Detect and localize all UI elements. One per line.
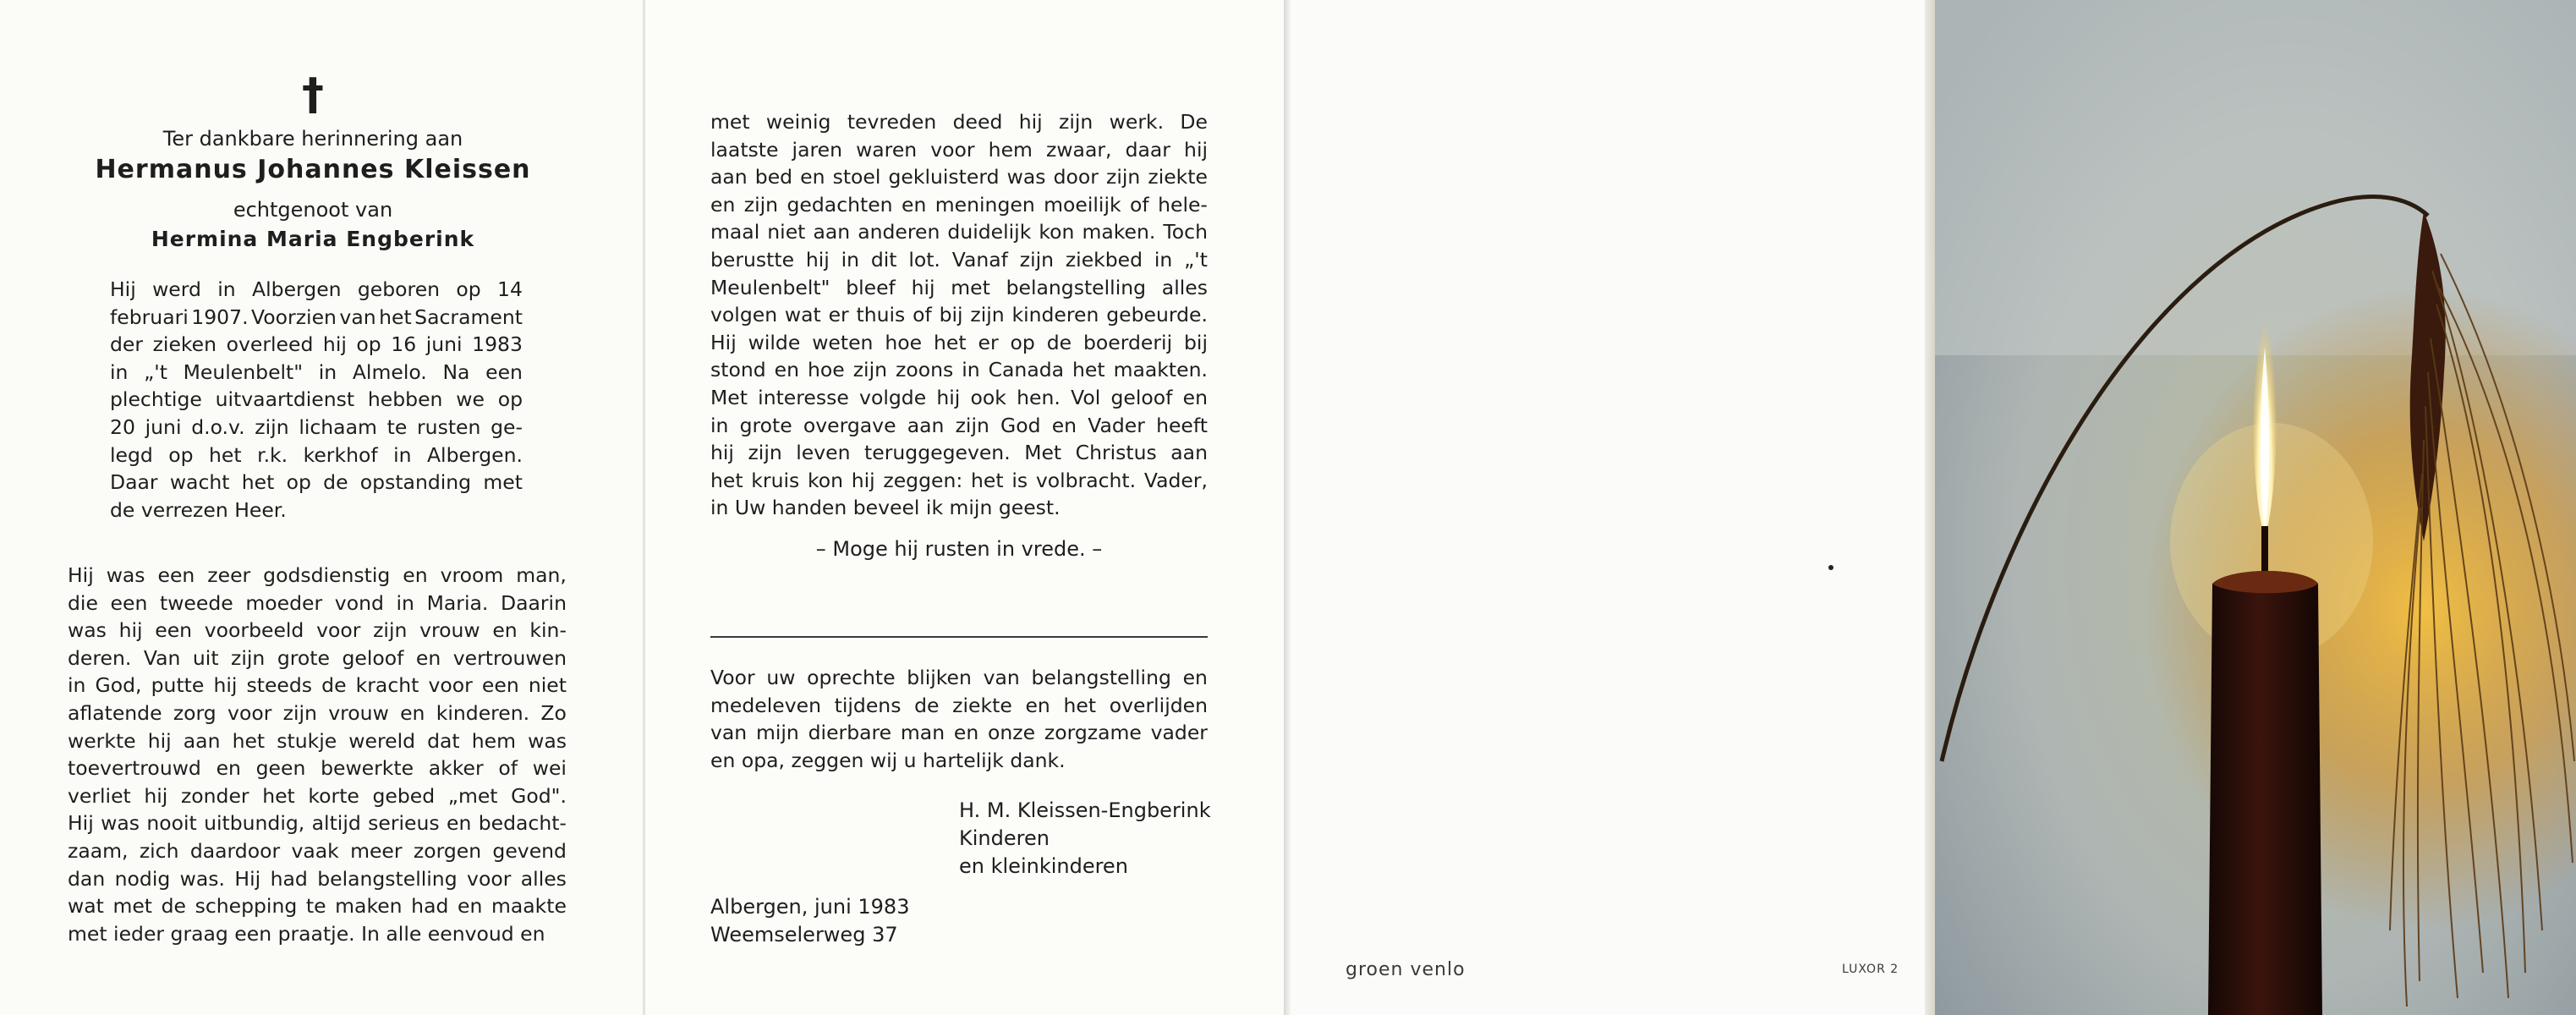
divider-line	[710, 636, 1208, 638]
text-line: Voor uw oprechte blijken van belangstelling en	[710, 666, 1208, 689]
text-line: met ieder graag een praatje. In alle eenvoud en	[68, 921, 545, 946]
printer-credit: groen venlo	[1346, 959, 1466, 980]
text-line: het kruis kon hij zeggen: het is volbracht. Vader,	[710, 468, 1208, 492]
text-line: Daar wacht het op de opstanding met	[110, 470, 523, 495]
continued-paragraph	[710, 108, 1208, 522]
photo-panel	[1933, 0, 2576, 1015]
text-line: die een tweede moeder vond in Maria. Daarin	[68, 590, 567, 615]
candle-photo	[1933, 0, 2576, 1015]
text-line: de verrezen Heer.	[110, 497, 287, 522]
signature-block	[959, 797, 1211, 881]
text-line: in „'t Meulenbelt" in Almelo. Na een	[110, 359, 523, 384]
text-line: werkte hij aan het stukje wereld dat hem was	[68, 728, 567, 753]
text-line: der zieken overleed hij op 16 juni 1983	[110, 332, 523, 357]
text-line: en zijn gedachten en meningen moeilijk of hele-	[710, 192, 1208, 217]
text-line: dan nodig was. Hij had belangstelling voor alles	[68, 866, 567, 891]
fold-line	[1284, 0, 1291, 1015]
text-line: Hij was een zeer godsdienstig en vroom man,	[68, 563, 567, 587]
rest-in-peace-line: – Moge hij rusten in vrede. –	[815, 537, 1103, 561]
text-line: verliet hij zonder het korte gebed „met God".	[68, 783, 567, 808]
model-code: LUXOR 2	[1842, 963, 1899, 976]
text-line: volgen wat er thuis of bij zijn kinderen gebeurde.	[710, 303, 1208, 327]
place-date-block	[710, 893, 909, 949]
text-line: maal niet aan anderen duidelijk kon maken. Toch	[710, 220, 1208, 244]
card-panel-blank	[1289, 0, 1933, 1015]
text-line: met weinig tevreden deed hij zijn werk. De	[710, 110, 1208, 134]
spouse-label: echtgenoot van	[233, 198, 393, 222]
text-line: berustte hij in dit lot. Vanaf zijn ziekbed in „'t	[710, 247, 1208, 272]
text-line: zaam, zich daardoor vaak meer zorgen gevend	[68, 838, 567, 863]
text-line: Meulenbelt" bleef hij met belangstelling alles	[710, 275, 1208, 299]
text-line: in Uw handen beveel ik mijn geest.	[710, 496, 1061, 520]
fold-line	[643, 0, 645, 1015]
candle-body	[2208, 571, 2322, 1015]
cross-icon: †	[302, 69, 324, 120]
text-line: 20 juni d.o.v. zijn lichaam te rusten ge-	[110, 414, 523, 439]
signature-line: Kinderen	[959, 826, 1050, 850]
signature-line: H. M. Kleissen-Engberink	[959, 798, 1211, 822]
text-line: hij zijn leven teruggegeven. Met Christus aan	[710, 441, 1208, 465]
text-line: laatste jaren waren voor hem zwaar, daar hij	[710, 137, 1208, 162]
paper-speck	[1828, 565, 1833, 570]
spouse-name: Hermina Maria Engberink	[151, 227, 475, 251]
text-line: Hij was nooit uitbundig, altijd serieus en bedacht-	[68, 811, 567, 836]
text-line: van mijn dierbare man en onze zorgzame vader	[710, 721, 1208, 745]
text-line: februari 1907. Voorzien van het Sacrament	[110, 304, 523, 329]
text-line: Hij wilde weten hoe het er op de boerderij bij	[710, 330, 1208, 354]
text-line: medeleven tijdens de ziekte en het overlijden	[710, 693, 1208, 717]
text-line: aan bed en stoel gekluisterd was door zijn ziekte	[710, 165, 1208, 189]
text-line: deren. Van uit zijn grote geloof en vertrouwen	[68, 645, 567, 670]
text-line: Met interesse volgde hij ook hen. Vol geloof en	[710, 385, 1208, 409]
life-paragraph	[68, 562, 567, 947]
text-line: wat met de schepping te maken had en maakte	[68, 894, 567, 919]
dedication-text: Ter dankbare herinnering aan	[162, 127, 463, 151]
candle-wick	[2261, 526, 2268, 577]
address: Weemselerweg 37	[710, 923, 898, 946]
text-line: legd op het r.k. kerkhof in Albergen.	[110, 442, 523, 467]
text-line: en opa, zeggen wij u hartelijk dank.	[710, 748, 1066, 772]
text-line: in God, putte hij steeds de kracht voor een niet	[68, 673, 567, 698]
text-line: aflatende zorg voor zijn vrouw en kinderen. Zo	[68, 700, 567, 725]
biography-paragraph	[110, 276, 523, 524]
text-line: was hij een voorbeeld voor zijn vrouw en kin-	[68, 618, 567, 643]
fold-line	[1925, 0, 1935, 1015]
deceased-name: Hermanus Johannes Kleissen	[95, 155, 531, 184]
text-line: stond en hoe zijn zoons in Canada het maakten.	[710, 358, 1208, 382]
place-date: Albergen, juni 1983	[710, 895, 910, 919]
text-line: in grote overgave aan zijn God en Vader heeft	[710, 413, 1208, 437]
thanks-paragraph	[710, 664, 1208, 774]
text-line: toevertrouwd en geen bewerkte akker of wei	[68, 756, 567, 781]
text-line: plechtige uitvaartdienst hebben we op	[110, 387, 523, 412]
signature-line: en kleinkinderen	[959, 854, 1128, 878]
text-line: Hij werd in Albergen geboren op 14	[110, 277, 523, 301]
